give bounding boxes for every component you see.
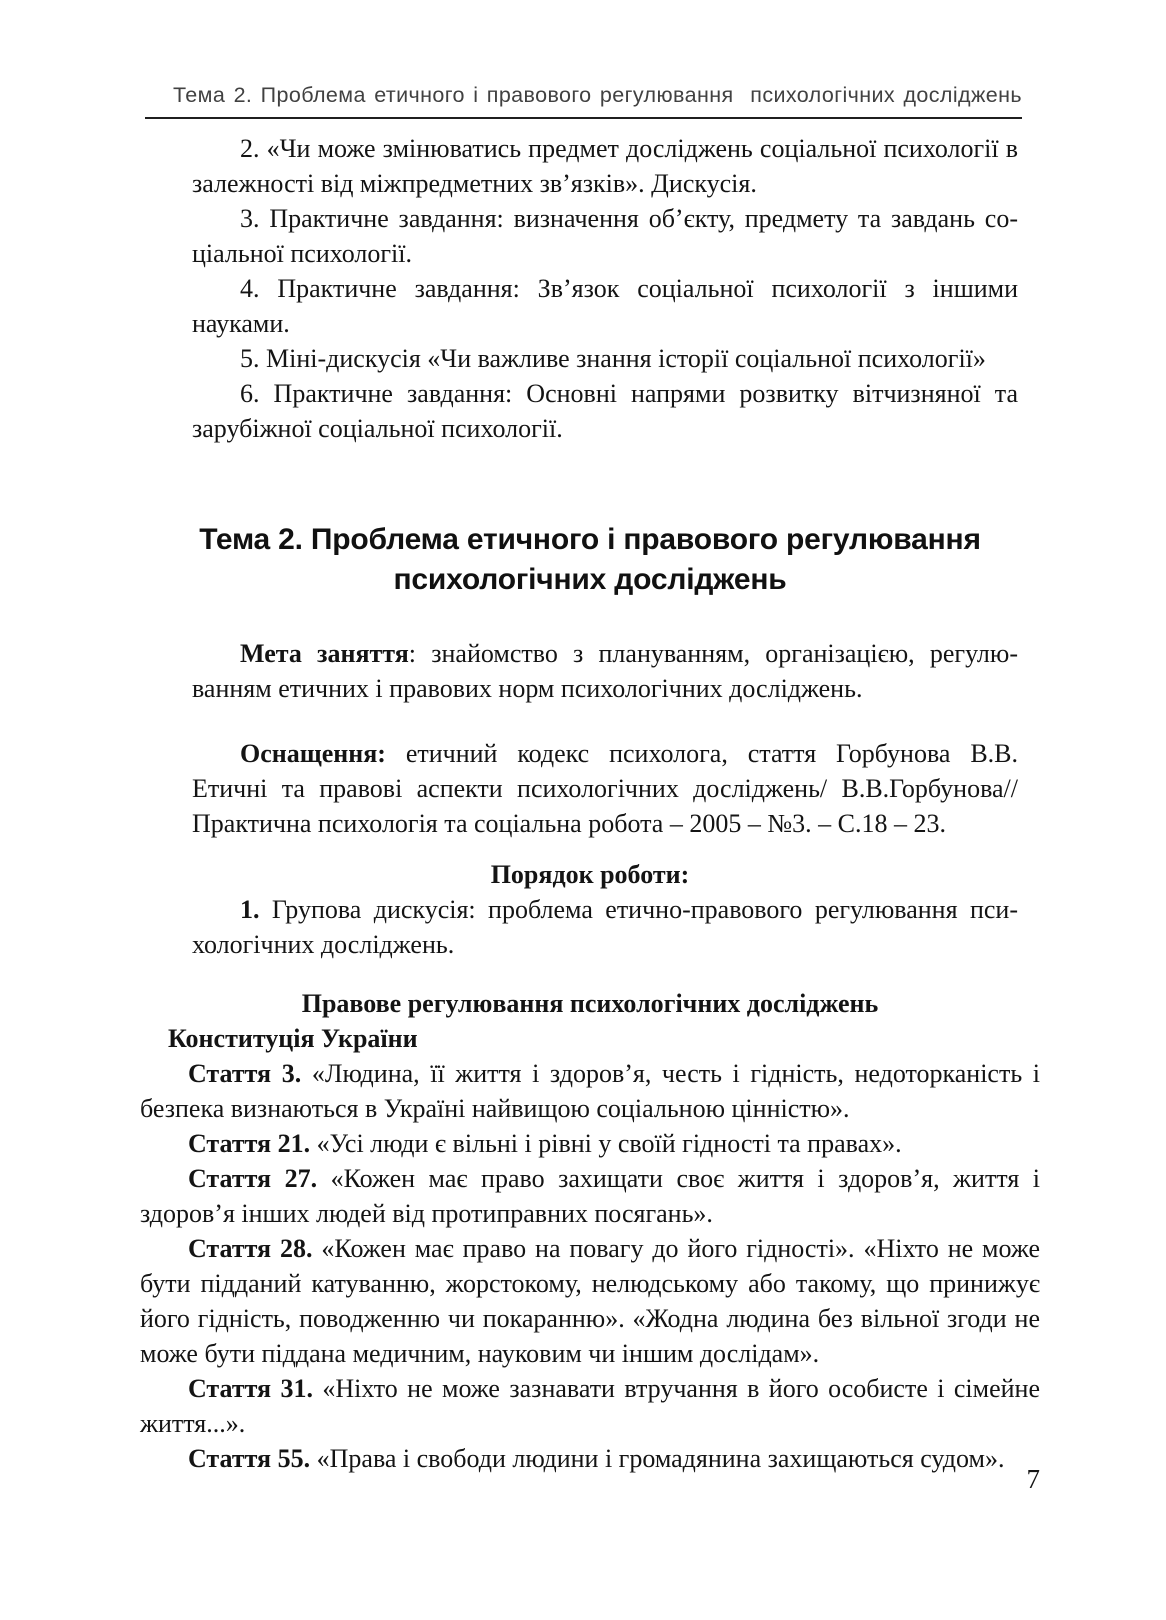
article-label: Стаття 31.: [188, 1374, 314, 1403]
equipment-paragraph: [192, 736, 1018, 841]
section-title: Тема 2. Проблема етичного і правового регулювання психологічних досліджень: [199, 523, 981, 596]
article-text: «Ніхто не може зазнавати втручання в його особисте і сімейне життя...».: [140, 1374, 1040, 1438]
running-header: Тема 2. Проблема етичного і правового регулювання психологічних досліджень: [172, 83, 1022, 107]
equipment-text: етичний кодекс психолога, стаття Горбунова В.В. Етичні та правові аспекти психологічних досліджень/ В.В.Горбунова// Практична психологія та соціальна робота – 2005 – №3. – С.18 – 23.: [192, 739, 1018, 838]
article-text: «Кожен має право на повагу до його гідності». «Ніхто не може бути підданий катуванню, жорстокому, нелюдському або такому, що принижує його гідність, поводженню чи покаранню». «Жодна людина без вільної згоди не може бути піддана медичним, науковим чи іншим дослідам».: [140, 1234, 1041, 1368]
constitution-heading: Конституція України: [168, 1024, 418, 1053]
meta-text: : знайомство з плануванням, організацією, регулюванням етичних і правових норм психологічних досліджень.: [192, 639, 1018, 703]
article-paragraph: [140, 1126, 1040, 1161]
article-text: «Кожен має право захищати своє життя і здоров’я, життя і здоров’я інших людей від протиправних посягань».: [140, 1164, 1040, 1228]
agenda-item: 4. Практичне завдання: Зв’язок соціальної психології з іншими науками.: [192, 274, 1018, 338]
page-number: 7: [1026, 1464, 1040, 1494]
work-item-text: Групова дискусія: проблема етично-правового регулювання психологічних досліджень.: [192, 895, 1018, 959]
legal-section-heading: Правове регулювання психологічних досліджень: [301, 989, 879, 1018]
article-label: Стаття 55.: [188, 1444, 311, 1473]
article-text: «Людина, її життя і здоров’я, честь і гідність, недоторканість і безпека визнаються в Україні найвищою соціальною цінністю».: [140, 1059, 1040, 1123]
article-label: Стаття 21.: [188, 1129, 311, 1158]
work-item-number: 1.: [240, 895, 260, 924]
meta-label: Мета заняття: [240, 639, 409, 668]
article-label: Стаття 3.: [188, 1059, 302, 1088]
work-item: [192, 892, 1018, 962]
work-order-heading: Порядок роботи:: [490, 860, 690, 889]
meta-paragraph: [192, 636, 1018, 706]
equipment-label: Оснащення:: [240, 739, 386, 768]
article-paragraph: [140, 1231, 1040, 1371]
agenda-item: 5. Міні-дискусія «Чи важливе знання історії соціальної психології»: [240, 344, 986, 373]
page-content: [140, 131, 1040, 1476]
article-text: «Права і свободи людини і громадянина захищаються судом».: [310, 1444, 1005, 1473]
article-label: Стаття 27.: [188, 1164, 318, 1193]
article-label: Стаття 28.: [188, 1234, 313, 1263]
article-paragraph: [140, 1371, 1040, 1441]
article-paragraph: [140, 1161, 1040, 1231]
agenda-item: 3. Практичне завдання: визначення об’єкту, предмету та завдань соціальної психології.: [192, 204, 1018, 268]
header-rule: [145, 117, 1022, 119]
article-text: «Усі люди є вільні і рівні у своїй гідності та правах».: [310, 1129, 902, 1158]
agenda-item: 6. Практичне завдання: Основні напрями розвитку вітчизняної та зарубіжної соціальної психології.: [192, 379, 1018, 443]
article-paragraph: [140, 1056, 1040, 1126]
agenda-item: 2. «Чи може змінюватись предмет досліджень соціальної психології в залежності від міжпредметних зв’язків». Дискусія.: [192, 134, 1018, 198]
